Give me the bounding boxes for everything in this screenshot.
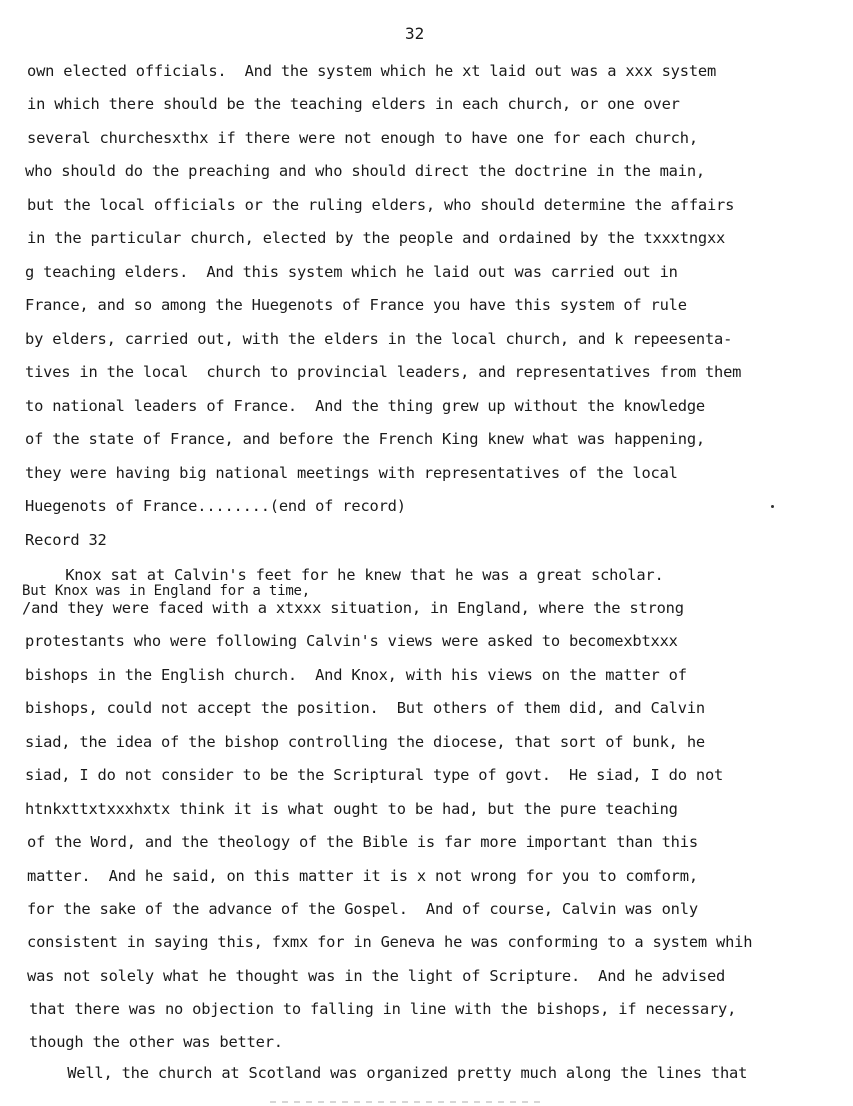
stray-mark bbox=[771, 505, 774, 508]
text-line-24: htnkxttxtxxxhxtx think it is what ought to be had, but the pure teaching bbox=[25, 800, 678, 818]
text-line-12: of the state of France, and before the French King knew what was happening, bbox=[25, 430, 705, 448]
text-line-3: several churchesxthx if there were not enough to have one for each church, bbox=[27, 129, 698, 147]
text-line-32: Well, the church at Scotland was organized pretty much along the lines that bbox=[40, 1064, 748, 1082]
record-heading: Record 32 bbox=[25, 531, 107, 549]
text-line-9: by elders, carried out, with the elders in the local church, and k repeesenta- bbox=[25, 330, 733, 348]
page-number: 32 bbox=[405, 24, 425, 43]
text-line-6: in the particular church, elected by the people and ordained by the txxxtngxx bbox=[27, 229, 726, 247]
text-line-8: France, and so among the Huegenots of France you have this system of rule bbox=[25, 296, 687, 314]
text-line-21: bishops, could not accept the position. But others of them did, and Calvin bbox=[25, 699, 705, 717]
text-line-7: g teaching elders. And this system which he laid out was carried out in bbox=[25, 263, 678, 281]
text-line-28: consistent in saying this, fxmx for in Geneva he was conforming to a system whih bbox=[27, 933, 753, 951]
text-line-29: was not solely what he thought was in the light of Scripture. And he advised bbox=[27, 967, 726, 985]
text-line-4: who should do the preaching and who should direct the doctrine in the main, bbox=[25, 162, 705, 180]
text-line-10: tives in the local church to provincial leaders, and representatives from them bbox=[25, 363, 742, 381]
text-line-20: bishops in the English church. And Knox, with his views on the matter of bbox=[25, 666, 687, 684]
text-line-16: Knox sat at Calvin's feet for he knew that he was a great scholar. bbox=[38, 566, 664, 584]
text-line-17: But Knox was in England for a time, bbox=[22, 583, 311, 599]
text-line-27: for the sake of the advance of the Gospel. And of course, Calvin was only bbox=[27, 900, 698, 918]
text-line-14: Huegenots of France........(end of record) bbox=[25, 497, 406, 515]
text-line-5: but the local officials or the ruling elders, who should determine the affairs bbox=[27, 196, 735, 214]
text-line-18: /and they were faced with a xtxxx situation, in England, where the strong bbox=[22, 599, 684, 617]
text-line-19: protestants who were following Calvin's views were asked to becomexbtxxx bbox=[25, 632, 678, 650]
text-line-11: to national leaders of France. And the thing grew up without the knowledge bbox=[25, 397, 705, 415]
text-line-22: siad, the idea of the bishop controlling the diocese, that sort of bunk, he bbox=[25, 733, 705, 751]
text-line-13: they were having big national meetings with representatives of the local bbox=[25, 464, 678, 482]
text-line-26: matter. And he said, on this matter it is x not wrong for you to comform, bbox=[27, 867, 698, 885]
bottom-smudge bbox=[270, 1101, 540, 1103]
text-line-1: own elected officials. And the system which he xt laid out was a xxx system bbox=[27, 62, 717, 80]
text-line-30: that there was no objection to falling in line with the bishops, if necessary, bbox=[29, 1000, 737, 1018]
text-line-2: in which there should be the teaching elders in each church, or one over bbox=[27, 95, 680, 113]
text-line-25: of the Word, and the theology of the Bible is far more important than this bbox=[27, 833, 698, 851]
text-line-31: though the other was better. bbox=[29, 1033, 283, 1051]
text-line-23: siad, I do not consider to be the Scriptural type of govt. He siad, I do not bbox=[25, 766, 724, 784]
